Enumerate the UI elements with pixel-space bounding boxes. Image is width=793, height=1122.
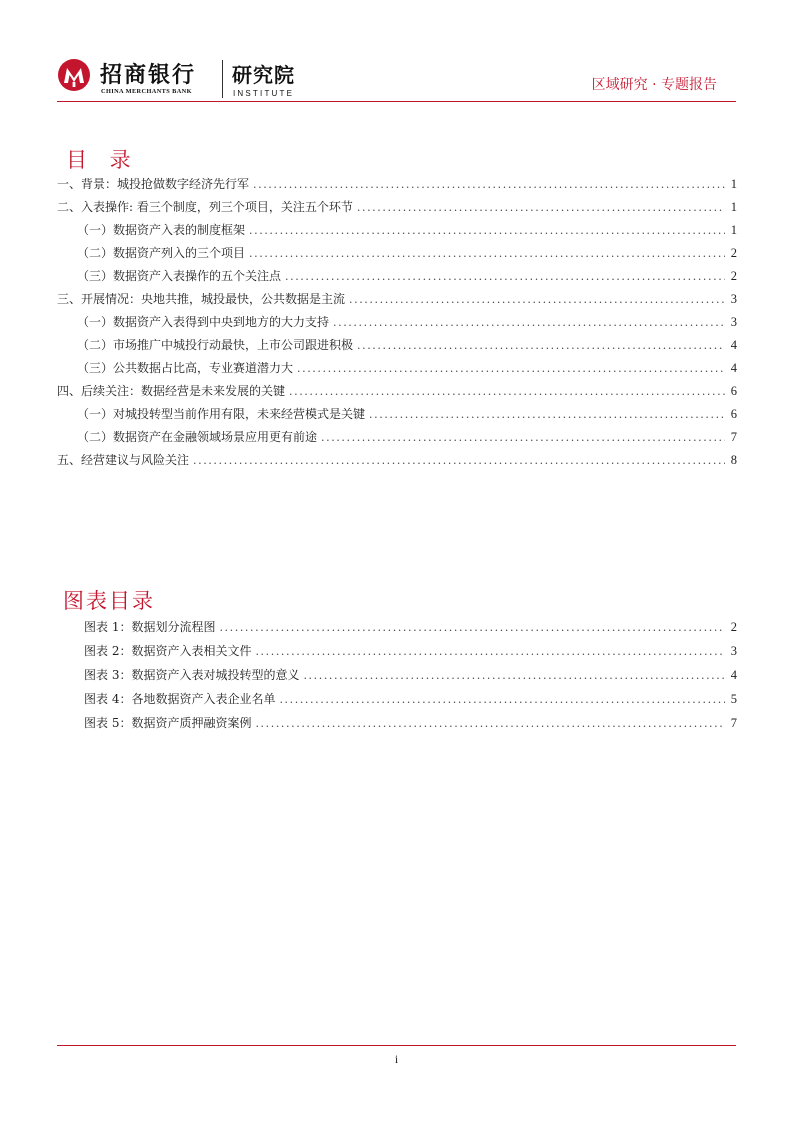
toc-entry-page: 2 [730,246,737,260]
footer-rule [57,1045,736,1046]
report-type-label: 区域研究 · 专题报告 [591,77,717,93]
figure-list-item[interactable] [57,642,737,666]
toc-entry-chapter[interactable] [57,290,737,313]
toc-leader-dots [249,224,725,237]
figure-list-item[interactable] [57,618,737,642]
toc-entry-section[interactable] [57,405,737,428]
toc-leader-dots [255,645,725,658]
toc-leader-dots [289,385,725,398]
toc-entry-page: 4 [730,668,737,682]
toc-entry-page: 7 [730,430,737,444]
toc-entry-chapter[interactable] [57,382,737,405]
toc-entry-page: 5 [730,692,737,706]
toc-entry-page: 3 [730,644,737,658]
toc-leader-dots [333,316,725,329]
toc-entry-text: 图表 2：数据资产入表相关文件 [84,644,252,658]
figure-list-title: 图表目录 [63,589,155,613]
toc-entry-text: （三）数据资产入表操作的五个关注点 [77,269,282,283]
toc-entry-page: 3 [730,292,737,306]
header-rule [57,101,736,102]
toc-entry-section[interactable] [57,221,737,244]
toc-entry-chapter[interactable] [57,451,737,474]
toc-leader-dots [321,431,725,444]
toc-list [57,175,737,474]
toc-entry-text: 五、经营建议与风险关注 [57,453,190,467]
toc-leader-dots [219,621,725,634]
toc-entry-text: 图表 3：数据资产入表对城投转型的意义 [84,668,300,682]
toc-entry-text: 三、开展情况：央地共推，城投最快，公共数据是主流 [57,292,346,306]
toc-entry-page: 1 [730,177,737,191]
institute-name-en: INSTITUTE [233,89,295,98]
toc-entry-text: 二、入表操作: 看三个制度，列三个项目，关注五个环节 [57,200,353,214]
toc-leader-dots [249,247,725,260]
figure-list-item[interactable] [57,666,737,690]
toc-entry-page: 6 [730,407,737,421]
toc-entry-chapter[interactable] [57,175,737,198]
toc-entry-text: 图表 1：数据划分流程图 [84,620,216,634]
toc-entry-text: （二）市场推广中城投行动最快，上市公司跟进积极 [77,338,354,352]
toc-leader-dots [369,408,725,421]
toc-leader-dots [279,693,725,706]
toc-entry-text: （一）对城投转型当前作用有限，未来经营模式是关键 [77,407,366,421]
toc-entry-section[interactable] [57,313,737,336]
toc-entry-page: 1 [730,200,737,214]
footer-page-number: i [394,1052,399,1066]
toc-leader-dots [255,717,725,730]
toc-entry-page: 4 [730,338,737,352]
toc-entry-section[interactable] [57,428,737,451]
toc-entry-text: 四、后续关注：数据经营是未来发展的关键 [57,384,286,398]
toc-entry-section[interactable] [57,267,737,290]
toc-leader-dots [349,293,725,306]
toc-entry-text: （一）数据资产入表得到中央到地方的大力支持 [77,315,330,329]
toc-leader-dots [303,669,725,682]
toc-entry-page: 1 [730,223,737,237]
toc-entry-text: （二）数据资产在金融领域场景应用更有前途 [77,430,318,444]
toc-entry-page: 7 [730,716,737,730]
toc-title: 目 录 [66,148,139,172]
toc-entry-text: （一）数据资产入表的制度框架 [77,223,246,237]
toc-entry-page: 4 [730,361,737,375]
toc-entry-page: 3 [730,315,737,329]
toc-leader-dots [297,362,725,375]
toc-entry-chapter[interactable] [57,198,737,221]
toc-entry-text: 一、背景：城投抢做数字经济先行军 [57,177,250,191]
figure-list [57,618,737,738]
brand-name-cn: 招商银行 [100,62,197,88]
toc-entry-section[interactable] [57,336,737,359]
toc-entry-section[interactable] [57,359,737,382]
toc-entry-section[interactable] [57,244,737,267]
page-header [0,0,793,104]
toc-leader-dots [357,201,725,214]
brand-name-en: CHINA MERCHANTS BANK [101,88,192,95]
toc-entry-page: 8 [730,453,737,467]
toc-leader-dots [193,454,725,467]
toc-entry-page: 2 [730,620,737,634]
toc-entry-text: （二）数据资产列入的三个项目 [77,246,246,260]
brand-divider [222,60,223,98]
toc-entry-page: 6 [730,384,737,398]
toc-leader-dots [253,178,725,191]
figure-list-item[interactable] [57,690,737,714]
figure-list-item[interactable] [57,714,737,738]
institute-name-cn: 研究院 [232,63,295,87]
toc-entry-text: 图表 4：各地数据资产入表企业名单 [84,692,276,706]
toc-leader-dots [357,339,725,352]
toc-entry-text: （三）公共数据占比高，专业赛道潜力大 [77,361,294,375]
cmb-logo-icon [57,58,91,92]
toc-leader-dots [285,270,725,283]
toc-entry-text: 图表 5：数据资产质押融资案例 [84,716,252,730]
toc-entry-page: 2 [730,269,737,283]
